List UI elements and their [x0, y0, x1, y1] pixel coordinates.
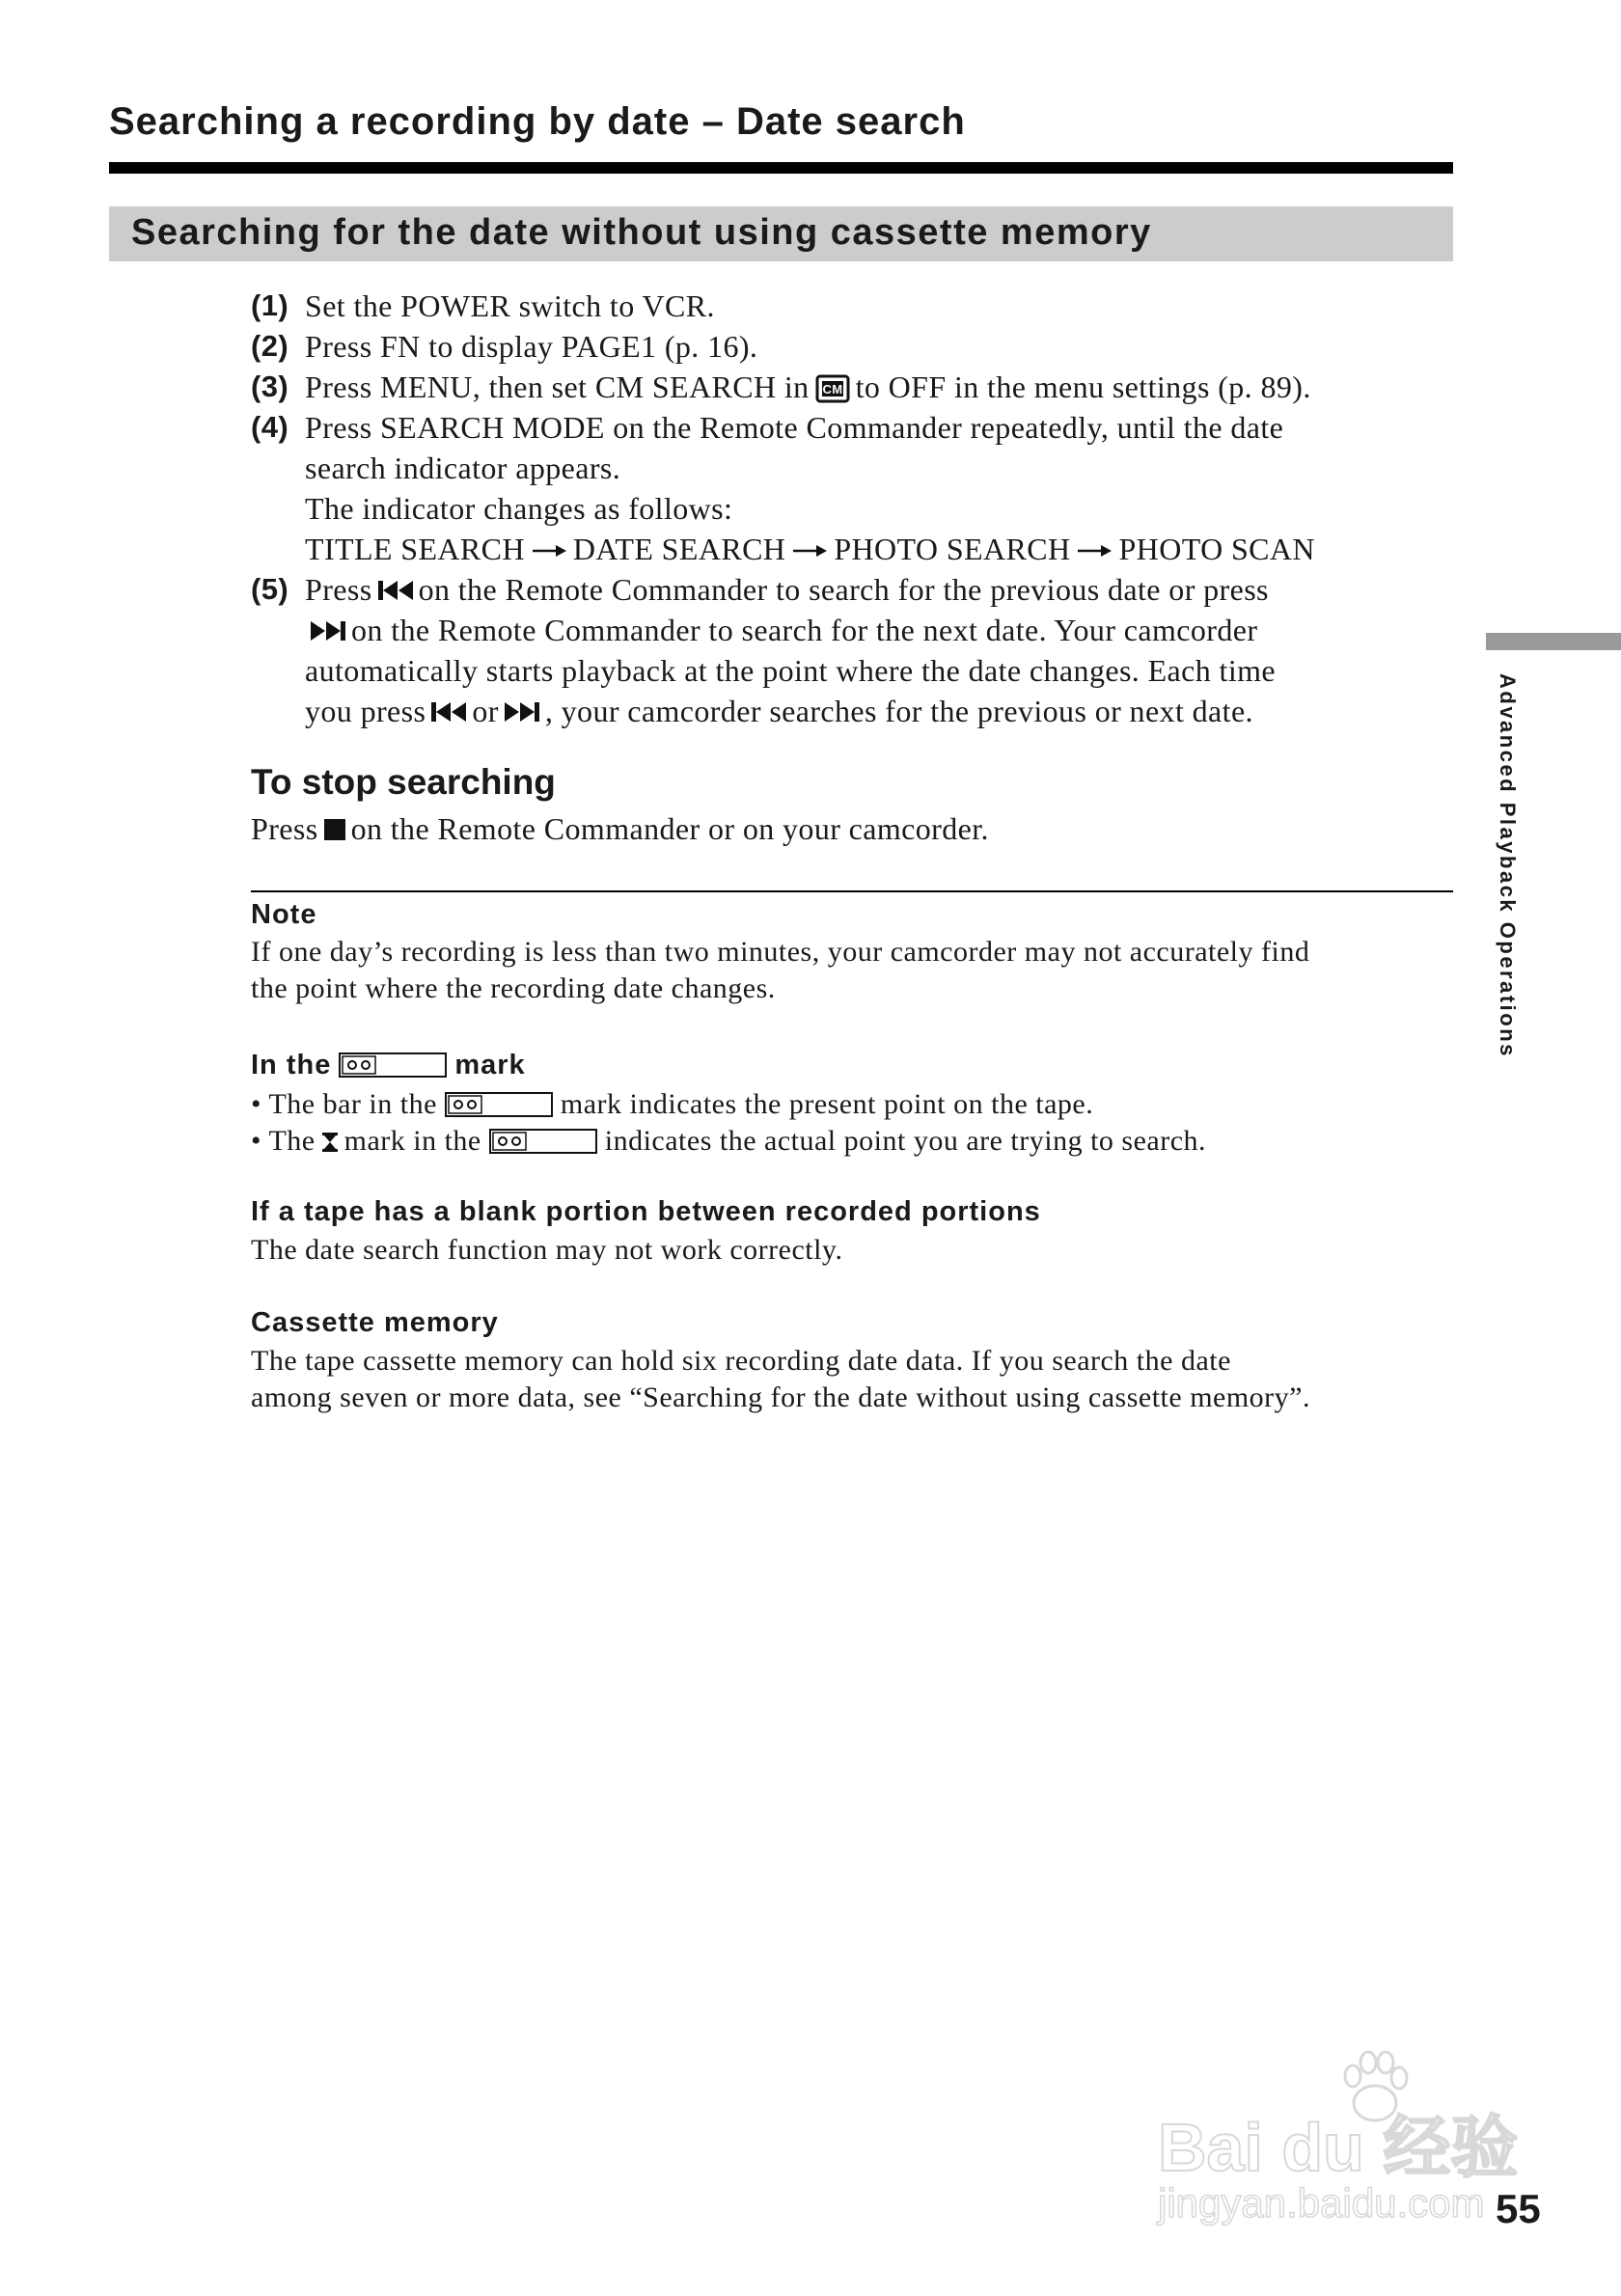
- blank-portion-heading: If a tape has a blank portion between recorded portions: [251, 1196, 1041, 1227]
- tape-position-mark-icon: [489, 1129, 597, 1154]
- cassette-memory-text: [251, 1343, 1457, 1416]
- tape-position-mark-icon: [339, 1052, 447, 1078]
- section-bar: [109, 206, 1453, 261]
- indicator-sequence: [305, 529, 1457, 569]
- stop-heading: To stop searching: [251, 762, 556, 802]
- watermark-url: jingyan.baidu.com: [1158, 2180, 1485, 2226]
- stop-icon: [324, 819, 345, 840]
- side-tab-label: Advanced Playback Operations: [1496, 673, 1520, 1058]
- step-3: [251, 367, 1457, 407]
- note-line: The date search function may not work correctly.: [251, 1234, 843, 1266]
- step-text: on the Remote Commander to search for the next date. Your camcorder: [351, 613, 1258, 647]
- stop-text: [251, 808, 989, 849]
- step-text: The indicator changes as follows:: [305, 491, 733, 526]
- right-arrow-icon: [1076, 541, 1113, 560]
- header-rule: [109, 162, 1453, 174]
- step-text: or: [472, 694, 499, 728]
- page-header: Searching a recording by date – Date search: [109, 100, 966, 143]
- step-number: (3): [251, 369, 289, 403]
- stop-text-after: on the Remote Commander or on your camcorder.: [350, 811, 989, 846]
- sequence-item: DATE SEARCH: [572, 532, 786, 566]
- bullet-text: • The bar in the: [251, 1088, 437, 1120]
- step-text: Press: [305, 572, 372, 607]
- note-line: among seven or more data, see “Searching for the date without using cassette memory”.: [251, 1381, 1310, 1413]
- previous-index-icon: [376, 579, 415, 602]
- bullet-text: mark in the: [343, 1125, 481, 1157]
- stop-text-before: Press: [251, 811, 318, 846]
- step-text: you press: [305, 694, 426, 728]
- cassette-memory-heading: Cassette memory: [251, 1307, 499, 1338]
- note-line: If one day’s recording is less than two minutes, your camcorder may not accurately find: [251, 936, 1310, 968]
- step-text: , your camcorder searches for the previous or next date.: [544, 694, 1253, 728]
- previous-index-icon: [429, 700, 468, 724]
- mark-heading-after: mark: [454, 1050, 526, 1080]
- mark-heading-before: In the: [251, 1050, 332, 1080]
- side-tab: [1486, 633, 1621, 650]
- bullet-2: [251, 1123, 1457, 1160]
- watermark: [1148, 2045, 1534, 2238]
- sequence-item: TITLE SEARCH: [305, 532, 525, 566]
- step-text: on the Remote Commander to search for the previous date or press: [418, 572, 1269, 607]
- step-1: [251, 286, 1457, 326]
- sequence-item: PHOTO SCAN: [1118, 532, 1315, 566]
- step-text: Press FN to display PAGE1 (p. 16).: [305, 329, 758, 364]
- section-title: Searching for the date without using cassette memory: [131, 212, 1152, 253]
- bullet-text: • The: [251, 1125, 316, 1157]
- svg-text:CM: CM: [822, 382, 843, 396]
- note-heading: Note: [251, 899, 317, 930]
- mark-heading: [251, 1050, 526, 1081]
- next-index-icon: [309, 619, 347, 642]
- step-text: search indicator appears.: [305, 451, 621, 485]
- step-text: to OFF in the menu settings (p. 89).: [855, 369, 1311, 404]
- step-list: [251, 286, 1457, 731]
- step-5: [251, 569, 1457, 731]
- step-text: Press SEARCH MODE on the Remote Commander repeatedly, until the date: [305, 410, 1284, 445]
- step-2: [251, 326, 1457, 367]
- step-number: (5): [251, 572, 289, 606]
- note-line: the point where the recording date changes.: [251, 972, 776, 1004]
- sequence-item: PHOTO SEARCH: [834, 532, 1071, 566]
- bullet-text: mark indicates the present point on the tape.: [560, 1088, 1094, 1120]
- step-number: (2): [251, 329, 289, 363]
- notes-rule: [251, 890, 1453, 892]
- search-point-icon: [321, 1132, 339, 1153]
- bullet-1: [251, 1086, 1457, 1123]
- step-number: (1): [251, 288, 289, 322]
- step-4: [251, 407, 1457, 569]
- cassette-memory-icon: [815, 374, 850, 403]
- note-line: The tape cassette memory can hold six recording date data. If you search the date: [251, 1345, 1231, 1377]
- step-text: Set the POWER switch to VCR.: [305, 288, 715, 323]
- bullet-text: indicates the actual point you are trying to search.: [604, 1125, 1207, 1157]
- mark-bullets: [251, 1086, 1457, 1160]
- tape-position-mark-icon: [445, 1092, 553, 1117]
- page-number: 55: [1496, 2186, 1541, 2231]
- blank-portion-text: [251, 1232, 1457, 1269]
- step-text: Press MENU, then set CM SEARCH in: [305, 369, 810, 404]
- step-text: automatically starts playback at the point where the date changes. Each time: [305, 653, 1277, 688]
- next-index-icon: [503, 700, 541, 724]
- watermark-brand: Bai du 经验: [1158, 2110, 1519, 2185]
- right-arrow-icon: [531, 541, 567, 560]
- right-arrow-icon: [791, 541, 828, 560]
- note-text: [251, 934, 1457, 1007]
- step-number: (4): [251, 410, 289, 444]
